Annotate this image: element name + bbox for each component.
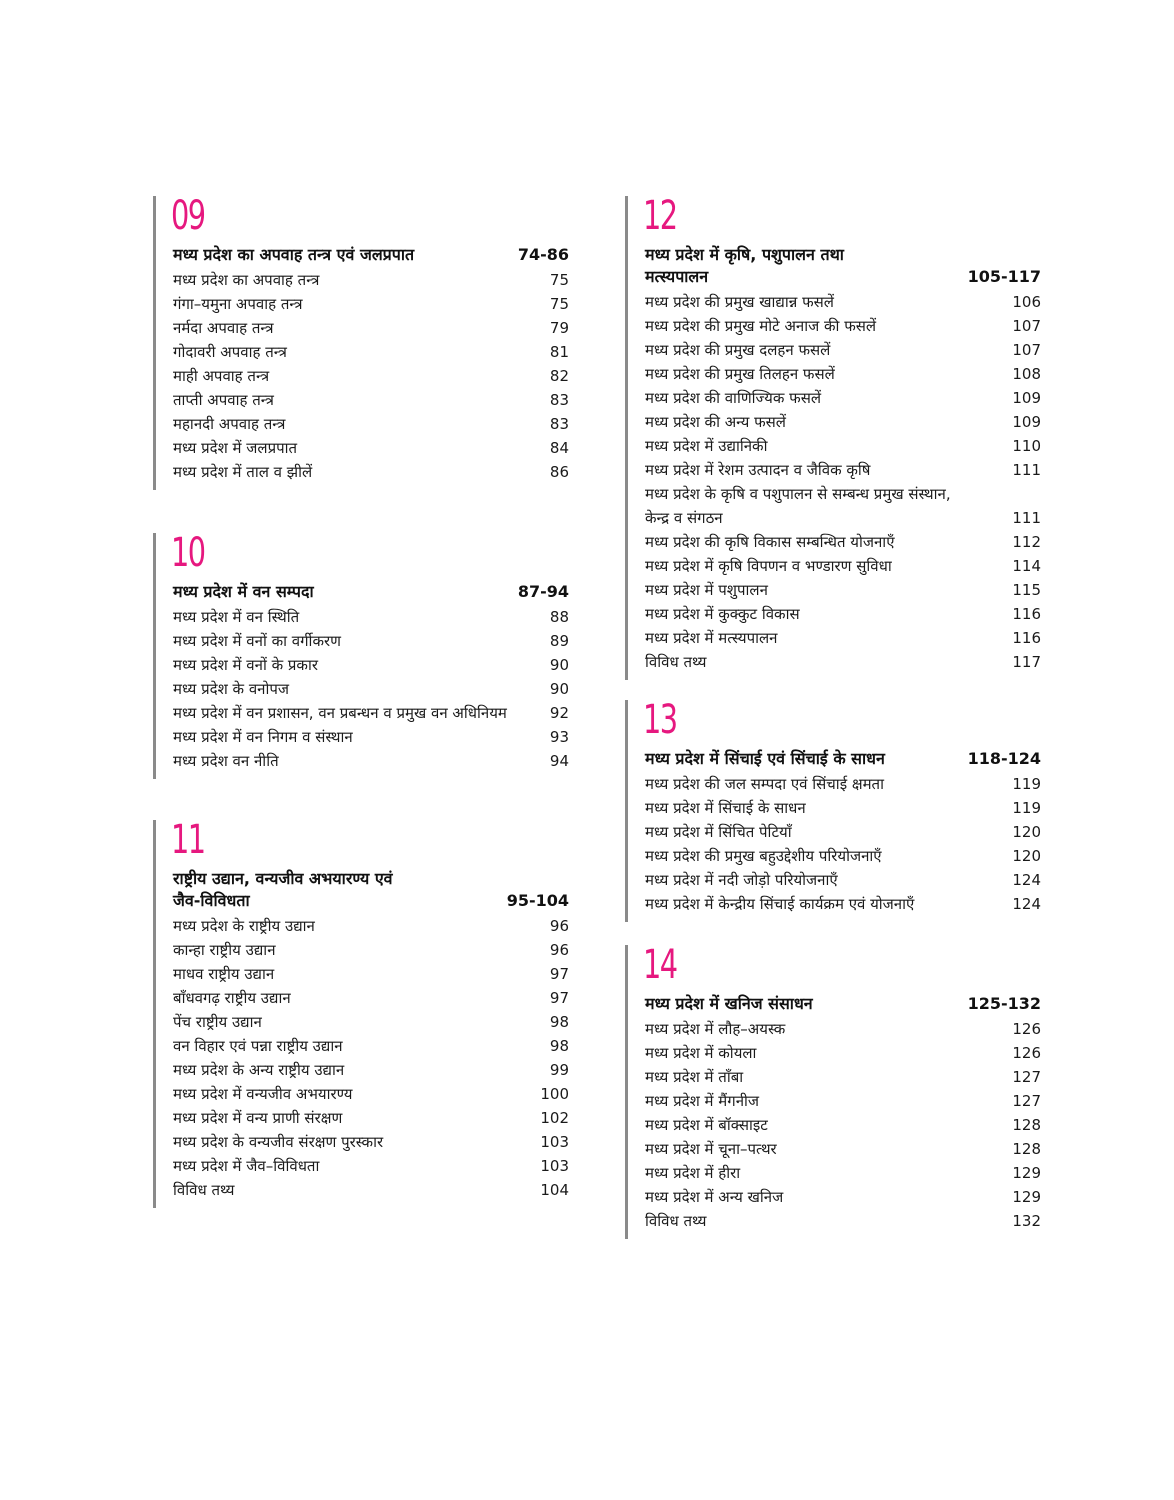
- entry-page-number: 109: [1012, 413, 1041, 431]
- entry-page-number: 128: [1012, 1140, 1041, 1158]
- entry-title: मध्य प्रदेश में रेशम उत्पादन व जैविक कृषि: [645, 461, 871, 479]
- chapter-page-range: 125-132: [967, 994, 1041, 1013]
- entry-page-number: 96: [549, 941, 569, 959]
- chapter-number: 09: [171, 193, 205, 239]
- toc-entry[interactable]: [645, 314, 1041, 338]
- entry-page-number: 81: [549, 343, 569, 361]
- entry-title: मध्य प्रदेश में उद्यानिकी: [645, 437, 768, 455]
- entry-page-number: 129: [1012, 1188, 1041, 1206]
- entry-page-number: 107: [1012, 341, 1041, 359]
- chapter-11: [153, 817, 569, 1202]
- toc-entry[interactable]: [173, 1082, 569, 1106]
- entry-page-number: 128: [1012, 1116, 1041, 1134]
- entry-page-number: 83: [549, 415, 569, 433]
- entry-page-number: 126: [1012, 1044, 1041, 1062]
- entry-page-number: 90: [549, 680, 569, 698]
- entry-title: मध्य प्रदेश में सिंचित पेटियाँ: [645, 823, 792, 841]
- entry-page-number: 103: [540, 1133, 569, 1151]
- entry-title: मध्य प्रदेश में वनों के प्रकार: [173, 656, 318, 674]
- entry-page-number: 106: [1012, 293, 1041, 311]
- entry-page-number: 110: [1012, 437, 1041, 455]
- toc-entry[interactable]: [173, 1154, 569, 1178]
- toc-entry[interactable]: [173, 629, 569, 653]
- entry-title: मध्य प्रदेश का अपवाह तन्त्र: [173, 271, 320, 289]
- entry-page-number: 100: [540, 1085, 569, 1103]
- chapter-page-range: 95-104: [506, 891, 569, 910]
- entry-title: महानदी अपवाह तन्त्र: [173, 415, 286, 433]
- toc-entry[interactable]: [645, 482, 1041, 506]
- chapter-title: राष्ट्रीय उद्यान, वन्यजीव अभयारण्य एवं: [173, 869, 393, 888]
- entry-page-number: 119: [1012, 799, 1041, 817]
- entry-title: मध्य प्रदेश में मत्स्यपालन: [645, 629, 778, 647]
- entry-title: मध्य प्रदेश की प्रमुख तिलहन फसलें: [645, 365, 835, 383]
- entry-page-number: 129: [1012, 1164, 1041, 1182]
- toc-entry[interactable]: [645, 554, 1041, 578]
- chapter-accent-bar: [625, 196, 628, 680]
- toc-entry[interactable]: [173, 316, 569, 340]
- chapter-page-range: 105-117: [967, 267, 1041, 286]
- toc-entry[interactable]: [645, 1161, 1041, 1185]
- toc-entry[interactable]: [645, 506, 1041, 530]
- toc-entry[interactable]: [173, 749, 569, 773]
- entry-title: मध्य प्रदेश के राष्ट्रीय उद्यान: [173, 917, 315, 935]
- entry-page-number: 93: [549, 728, 569, 746]
- chapter-number: 10: [171, 530, 205, 576]
- toc-entry[interactable]: [645, 772, 1041, 796]
- toc-entry[interactable]: [173, 292, 569, 316]
- entry-title: मध्य प्रदेश की प्रमुख दलहन फसलें: [645, 341, 831, 359]
- toc-entry[interactable]: [173, 1178, 569, 1202]
- entry-title: मध्य प्रदेश के वनोपज: [173, 680, 290, 698]
- entry-title: मध्य प्रदेश की प्रमुख खाद्यान्न फसलें: [645, 293, 834, 311]
- toc-entry[interactable]: [645, 1041, 1041, 1065]
- toc-entry[interactable]: [173, 986, 569, 1010]
- toc-entry[interactable]: [645, 458, 1041, 482]
- entry-title: मध्य प्रदेश की प्रमुख मोटे अनाज की फसलें: [645, 317, 877, 335]
- toc-entry[interactable]: [645, 434, 1041, 458]
- entry-title: मध्य प्रदेश में हीरा: [645, 1164, 741, 1182]
- entry-page-number: 75: [549, 271, 569, 289]
- toc-entry[interactable]: [645, 844, 1041, 868]
- entry-title: गंगा–यमुना अपवाह तन्त्र: [173, 295, 303, 313]
- toc-entry[interactable]: [645, 892, 1041, 916]
- entry-title: विविध तथ्य: [645, 653, 707, 671]
- chapter-page-range: 87-94: [517, 582, 569, 601]
- entry-title: मध्य प्रदेश में ताल व झीलें: [173, 463, 313, 481]
- entry-title: मध्य प्रदेश में वन स्थिति: [173, 608, 300, 626]
- chapter-heading: [645, 993, 1041, 1015]
- entry-title: माधव राष्ट्रीय उद्यान: [173, 965, 275, 983]
- toc-entry[interactable]: [645, 820, 1041, 844]
- entry-page-number: 88: [549, 608, 569, 626]
- chapter-title: मध्य प्रदेश में वन सम्पदा: [173, 582, 314, 601]
- entry-title: मध्य प्रदेश की वाणिज्यिक फसलें: [645, 389, 822, 407]
- chapter-accent-bar: [625, 945, 628, 1239]
- toc-entry[interactable]: [173, 701, 569, 725]
- toc-entry[interactable]: [645, 1089, 1041, 1113]
- entry-page-number: 75: [549, 295, 569, 313]
- toc-entry[interactable]: [173, 1106, 569, 1130]
- entry-title: मध्य प्रदेश के अन्य राष्ट्रीय उद्यान: [173, 1061, 345, 1079]
- entry-title: मध्य प्रदेश में कोयला: [645, 1044, 757, 1062]
- entry-page-number: 83: [549, 391, 569, 409]
- entry-title: पेंच राष्ट्रीय उद्यान: [173, 1013, 262, 1031]
- toc-entry[interactable]: [645, 530, 1041, 554]
- entry-page-number: 120: [1012, 823, 1041, 841]
- entry-title: मध्य प्रदेश की अन्य फसलें: [645, 413, 786, 431]
- entry-page-number: 115: [1012, 581, 1041, 599]
- toc-entry[interactable]: [645, 578, 1041, 602]
- toc-entry[interactable]: [173, 1130, 569, 1154]
- toc-entry[interactable]: [173, 412, 569, 436]
- toc-entry[interactable]: [173, 388, 569, 412]
- toc-entry[interactable]: [645, 796, 1041, 820]
- toc-entry[interactable]: [173, 914, 569, 938]
- entry-title: केन्द्र व संगठन: [645, 509, 723, 527]
- chapter-heading: [173, 244, 569, 266]
- chapter-number: 11: [171, 817, 205, 863]
- toc-entry[interactable]: [645, 338, 1041, 362]
- entry-title: मध्य प्रदेश में वनों का वर्गीकरण: [173, 632, 341, 650]
- entry-page-number: 117: [1012, 653, 1041, 671]
- entry-page-number: 127: [1012, 1068, 1041, 1086]
- chapter-number: 13: [643, 697, 677, 743]
- entry-title: ताप्ती अपवाह तन्त्र: [173, 391, 274, 409]
- chapter-heading: [173, 868, 569, 912]
- entry-title: मध्य प्रदेश में जैव–विविधता: [173, 1157, 320, 1175]
- toc-entry[interactable]: [173, 436, 569, 460]
- toc-entry[interactable]: [173, 1010, 569, 1034]
- toc-entry[interactable]: [645, 290, 1041, 314]
- entry-title: मध्य प्रदेश में केन्द्रीय सिंचाई कार्यक्रम एवं योजनाएँ: [645, 895, 915, 913]
- entry-title: मध्य प्रदेश में पशुपालन: [645, 581, 768, 599]
- toc-entry[interactable]: [173, 340, 569, 364]
- chapter-14: [625, 942, 1041, 1233]
- toc-entry[interactable]: [645, 386, 1041, 410]
- toc-entry[interactable]: [645, 626, 1041, 650]
- toc-entry[interactable]: [173, 268, 569, 292]
- entry-page-number: 96: [549, 917, 569, 935]
- entry-title: मध्य प्रदेश के कृषि व पशुपालन से सम्बन्ध प्रमुख संस्थान,: [645, 485, 951, 503]
- entry-page-number: 108: [1012, 365, 1041, 383]
- toc-entry[interactable]: [645, 1113, 1041, 1137]
- chapter-13: [625, 697, 1041, 916]
- entry-title: मध्य प्रदेश में वन निगम व संस्थान: [173, 728, 353, 746]
- toc-entry[interactable]: [173, 677, 569, 701]
- entry-title: मध्य प्रदेश में ताँबा: [645, 1068, 744, 1086]
- toc-entry[interactable]: [645, 1209, 1041, 1233]
- chapter-accent-bar: [153, 196, 156, 490]
- entry-title: विविध तथ्य: [645, 1212, 707, 1230]
- entry-page-number: 104: [540, 1181, 569, 1199]
- entry-title: वन विहार एवं पन्ना राष्ट्रीय उद्यान: [173, 1037, 343, 1055]
- chapter-09: [153, 193, 569, 484]
- chapter-accent-bar: [153, 820, 156, 1208]
- entry-title: मध्य प्रदेश में कृषि विपणन व भण्डारण सुविधा: [645, 557, 892, 575]
- entry-page-number: 124: [1012, 895, 1041, 913]
- entry-title: मध्य प्रदेश की जल सम्पदा एवं सिंचाई क्षमता: [645, 775, 884, 793]
- toc-entry[interactable]: [173, 938, 569, 962]
- toc-entry[interactable]: [173, 460, 569, 484]
- entry-page-number: 119: [1012, 775, 1041, 793]
- toc-entry[interactable]: [173, 605, 569, 629]
- entry-page-number: 92: [549, 704, 569, 722]
- chapter-accent-bar: [625, 700, 628, 922]
- entry-title: मध्य प्रदेश के वन्यजीव संरक्षण पुरस्कार: [173, 1133, 384, 1151]
- chapter-title: मध्य प्रदेश में खनिज संसाधन: [645, 994, 813, 1013]
- entry-title: मध्य प्रदेश में मैंगनीज: [645, 1092, 760, 1110]
- entry-title: मध्य प्रदेश में वन्यजीव अभयारण्य: [173, 1085, 353, 1103]
- toc-entry[interactable]: [645, 650, 1041, 674]
- entry-page-number: 99: [549, 1061, 569, 1079]
- chapter-heading: [645, 748, 1041, 770]
- chapter-heading: [645, 244, 1041, 288]
- entry-title: मध्य प्रदेश में नदी जोड़ो परियोजनाएँ: [645, 871, 838, 889]
- entry-title: माही अपवाह तन्त्र: [173, 367, 270, 385]
- toc-entry[interactable]: [173, 725, 569, 749]
- entry-title: मध्य प्रदेश में सिंचाई के साधन: [645, 799, 806, 817]
- entry-page-number: 107: [1012, 317, 1041, 335]
- entry-title: मध्य प्रदेश में अन्य खनिज: [645, 1188, 784, 1206]
- entry-page-number: 114: [1012, 557, 1041, 575]
- entry-page-number: 98: [549, 1013, 569, 1031]
- chapter-page-range: 74-86: [517, 245, 569, 264]
- entry-title: मध्य प्रदेश की प्रमुख बहुउद्देशीय परियोजनाएँ: [645, 847, 882, 865]
- entry-page-number: 97: [549, 989, 569, 1007]
- entry-title: मध्य प्रदेश में वन्य प्राणी संरक्षण: [173, 1109, 343, 1127]
- entry-page-number: 116: [1012, 629, 1041, 647]
- toc-entry[interactable]: [173, 364, 569, 388]
- chapter-accent-bar: [153, 533, 156, 779]
- entry-page-number: 111: [1012, 461, 1041, 479]
- chapter-12: [625, 193, 1041, 674]
- toc-entry[interactable]: [173, 653, 569, 677]
- entry-title: मध्य प्रदेश की कृषि विकास सम्बन्धित योजनाएँ: [645, 533, 895, 551]
- entry-title: मध्य प्रदेश में चूना–पत्थर: [645, 1140, 777, 1158]
- entry-page-number: 109: [1012, 389, 1041, 407]
- toc-entry[interactable]: [645, 1065, 1041, 1089]
- entry-page-number: 94: [549, 752, 569, 770]
- entry-page-number: 90: [549, 656, 569, 674]
- chapter-number: 12: [643, 193, 677, 239]
- entry-page-number: 84: [549, 439, 569, 457]
- chapter-title: जैव-विविधता: [173, 891, 250, 910]
- entry-page-number: 132: [1012, 1212, 1041, 1230]
- chapter-title: मध्य प्रदेश का अपवाह तन्त्र एवं जलप्रपात: [173, 245, 415, 264]
- entry-page-number: 103: [540, 1157, 569, 1175]
- entry-page-number: 124: [1012, 871, 1041, 889]
- entry-title: मध्य प्रदेश में वन प्रशासन, वन प्रबन्धन व प्रमुख वन अधिनियम: [173, 704, 507, 722]
- entry-page-number: 79: [549, 319, 569, 337]
- entry-title: मध्य प्रदेश में बॉक्साइट: [645, 1116, 768, 1134]
- toc-entry[interactable]: [173, 1034, 569, 1058]
- entry-title: बाँधवगढ़ राष्ट्रीय उद्यान: [173, 989, 291, 1007]
- chapter-heading: [173, 581, 569, 603]
- entry-page-number: 120: [1012, 847, 1041, 865]
- toc-entry[interactable]: [645, 602, 1041, 626]
- entry-title: कान्हा राष्ट्रीय उद्यान: [173, 941, 276, 959]
- entry-title: नर्मदा अपवाह तन्त्र: [173, 319, 274, 337]
- toc-entry[interactable]: [645, 362, 1041, 386]
- entry-title: मध्य प्रदेश में जलप्रपात: [173, 439, 298, 457]
- entry-page-number: 82: [549, 367, 569, 385]
- entry-title: गोदावरी अपवाह तन्त्र: [173, 343, 287, 361]
- entry-page-number: 86: [549, 463, 569, 481]
- toc-entry[interactable]: [645, 410, 1041, 434]
- entry-page-number: 127: [1012, 1092, 1041, 1110]
- entry-page-number: 112: [1012, 533, 1041, 551]
- toc-entry[interactable]: [173, 962, 569, 986]
- chapter-title: मध्य प्रदेश में कृषि, पशुपालन तथा: [645, 245, 844, 264]
- toc-entry[interactable]: [645, 1017, 1041, 1041]
- entry-page-number: 102: [540, 1109, 569, 1127]
- chapter-title: मध्य प्रदेश में सिंचाई एवं सिंचाई के साधन: [645, 749, 885, 768]
- chapter-10: [153, 530, 569, 773]
- entry-title: मध्य प्रदेश में लौह–अयस्क: [645, 1020, 786, 1038]
- chapter-page-range: 118-124: [967, 749, 1041, 768]
- chapter-number: 14: [643, 942, 677, 988]
- entry-page-number: 97: [549, 965, 569, 983]
- entry-page-number: 116: [1012, 605, 1041, 623]
- entry-page-number: 98: [549, 1037, 569, 1055]
- entry-title: मध्य प्रदेश वन नीति: [173, 752, 279, 770]
- toc-entry[interactable]: [173, 1058, 569, 1082]
- entry-page-number: 126: [1012, 1020, 1041, 1038]
- toc-entry[interactable]: [645, 868, 1041, 892]
- entry-title: मध्य प्रदेश में कुक्कुट विकास: [645, 605, 800, 623]
- chapter-title: मत्स्यपालन: [645, 267, 709, 286]
- entry-title: विविध तथ्य: [173, 1181, 235, 1199]
- toc-entry[interactable]: [645, 1185, 1041, 1209]
- entry-page-number: 89: [549, 632, 569, 650]
- entry-page-number: 111: [1012, 509, 1041, 527]
- toc-entry[interactable]: [645, 1137, 1041, 1161]
